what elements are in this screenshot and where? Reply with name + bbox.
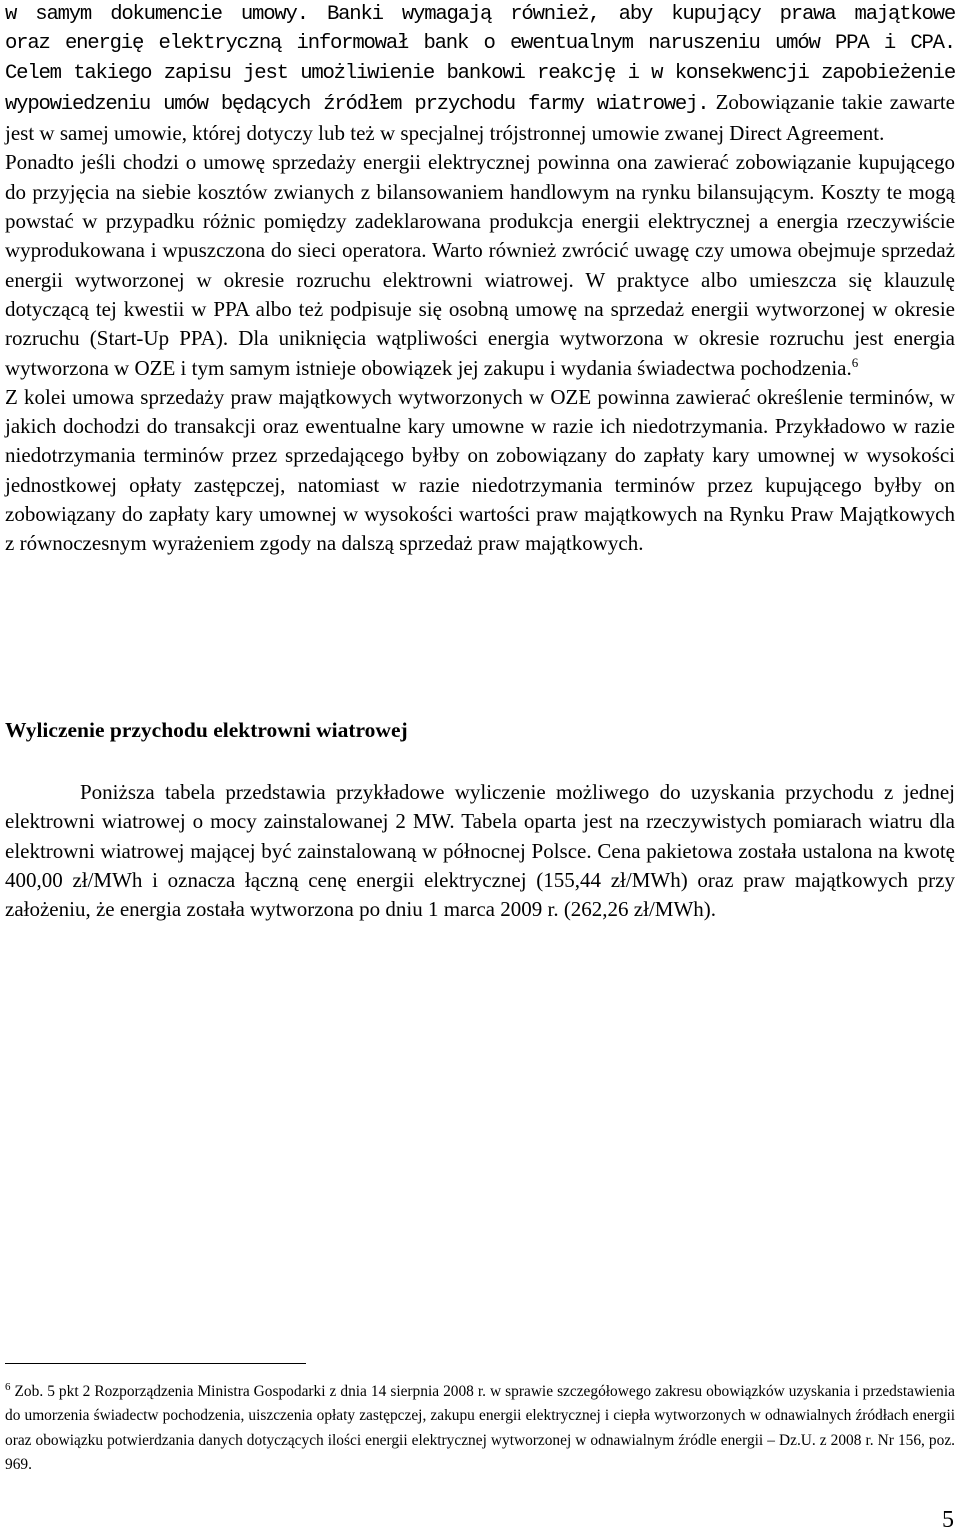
- footnote-number: 6: [5, 1380, 11, 1393]
- paragraph-1-line: w samym dokumencie umowy. Banki wymagają również, aby kupujący prawa majątkowe: [5, 3, 955, 26]
- paragraph-1-rest: Zobowiązanie takie zawarte jest w samej umowie, której dotyczy lub też w specjalnej trójstronnej umowie zwanej Direct Agreement.: [5, 89, 955, 146]
- paragraph-2: [5, 148, 955, 382]
- page-number: 5: [942, 1507, 954, 1533]
- paragraph-1-line: oraz energię elektryczną informował bank o ewentualnym naruszeniu umów PPA i CPA.: [5, 32, 955, 56]
- paragraph-1: [5, 0, 955, 148]
- paragraph-1-line: wypowiedzeniu umów będących źródłem przychodu farmy wiatrowej.: [5, 92, 709, 116]
- paragraph-2-text: Ponadto jeśli chodzi o umowę sprzedaży energii elektrycznej powinna ona zawierać zobowiązanie kupującego do przyjęcia na siebie kosztów zwianych z bilansowaniem handlowym na rynku bilansującym. Koszty te mogą powstać w przypadku różnic pomiędzy zadeklarowana produkcja energii elektrycznej a energia rzeczywiście wyprodukowana i wpuszczona do sieci operatora. Warto również zwrócić uwagę czy umowa obejmuje sprzedaż energii wytworzonej w okresie rozruchu elektrowni wiatrowej. W praktyce albo umieszcza się klauzulę dotyczącą tej kwestii w PPA albo też podpisuje się osobną umowę na sprzedaż energii wytworzonej w okresie rozruchu (Start-Up PPA). Dla uniknięcia wątpliwości energia wytworzona w okresie rozruchu jest energia wytworzona w OZE i tym samym istnieje obowiązek jej zakupu i wydania świadectwa pochodzenia.: [5, 150, 955, 380]
- section-heading: Wyliczenie przychodu elektrowni wiatrowej: [5, 718, 408, 742]
- footnote-reference: 6: [851, 354, 859, 370]
- paragraph-3: [5, 383, 955, 559]
- paragraph-4-text: Poniższa tabela przedstawia przykładowe wyliczenie możliwego do uzyskania przychodu z jednej elektrowni wiatrowej o mocy zainstalowanej 2 MW. Tabela oparta jest na rzeczywistych pomiarach wiatru dla elektrowni wiatrowej mającej być zainstalowaną w północnej Polsce. Cena pakietowa została ustalona na kwotę 400,00 zł/MWh i oznacza łączną cenę energii elektrycznej (155,44 zł/MWh) oraz praw majątkowych przy założeniu, że energia została wytworzona po dniu 1 marca 2009 r. (262,26 zł/MWh).: [5, 780, 955, 922]
- paragraph-3-text: Z kolei umowa sprzedaży praw majątkowych wytworzonych w OZE powinna zawierać określenie terminów, w jakich dochodzi do transakcji oraz ewentualne kary umowne w razie ich niedotrzymania. Przykładowo w razie niedotrzymania terminów przez sprzedającego byłby on zobowiązany do zapłaty kary umownej w wysokości jednostkowej opłaty zastępczej, natomiast w razie niedotrzymania terminów przez kupującego byłby on zobowiązany do zapłaty kary umownej w wysokości wartości praw majątkowych na Rynku Praw Majątkowych z równoczesnym wyrażeniem zgody na dalszą sprzedaż praw majątkowych.: [5, 384, 955, 556]
- footnote-text: Zob. 5 pkt 2 Rozporządzenia Ministra Gospodarki z dnia 14 sierpnia 2008 r. w sprawie szczegółowego zakresu obowiązków uzyskania i przedstawienia do umorzenia świadectw pochodzenia, uiszczenia opłaty zastępczej, zakupu energii elektrycznej i ciepła wytworzonych w odnawialnych źródłach energii oraz obowiązku potwierdzania danych dotyczących ilości energii elektrycznej wytworzonej w odnawialnym źródle energii – Dz.U. z 2008 r. Nr 156, poz. 969.: [5, 1383, 955, 1473]
- paragraph-4: [5, 778, 955, 924]
- footnote: [5, 1380, 955, 1477]
- footnote-divider: [5, 1363, 306, 1364]
- page-body: [5, 0, 955, 559]
- paragraph-1-line: Celem takiego zapisu jest umożliwienie bankowi reakcję i w konsekwencji zapobieżenie: [5, 61, 955, 85]
